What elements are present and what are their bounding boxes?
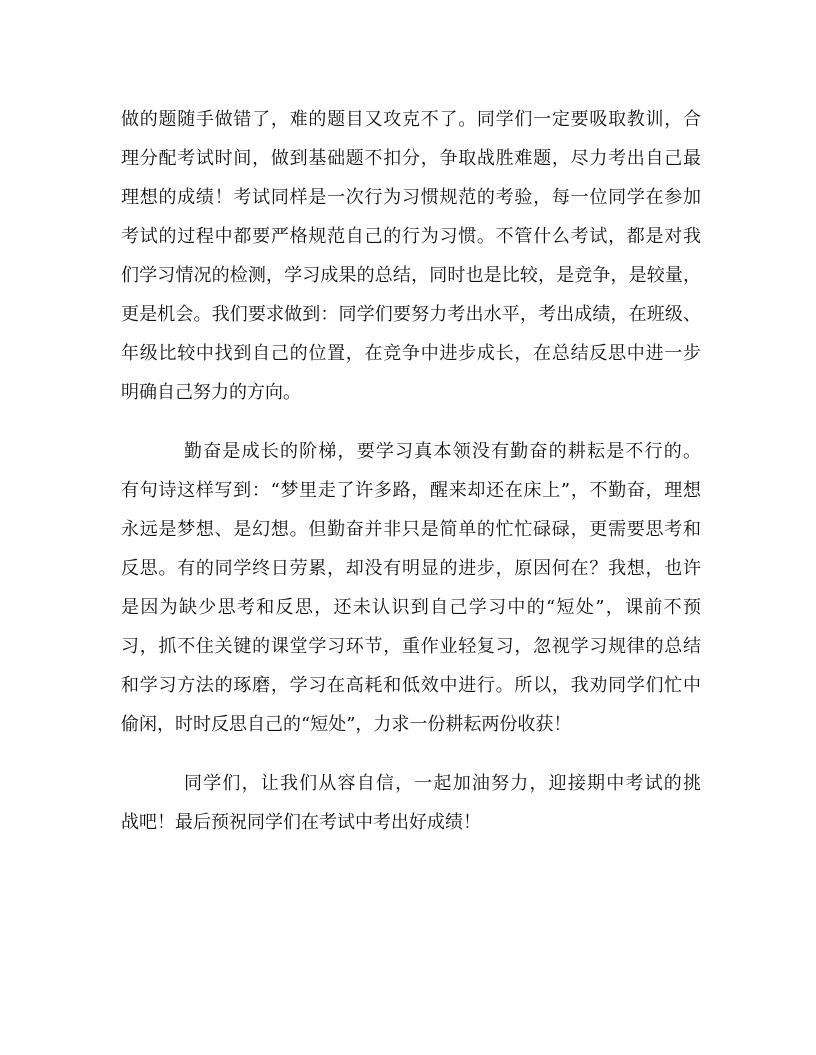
paragraph-1-line-4: 考试的过程中都要严格规范自己的行为习惯。不管什么考试，都是对我	[121, 226, 701, 247]
paragraph-3-line-2: 战吧！最后预祝同学们在考试中考出好成绩！	[121, 812, 481, 833]
paragraph-1-line-6: 更是机会。我们要求做到：同学们要努力考出水平，考出成绩，在班级、	[121, 304, 701, 325]
paragraph-1-line-8: 明确自己努力的方向。	[121, 382, 301, 403]
paragraph-1-line-2: 理分配考试时间，做到基础题不扣分，争取战胜难题，尽力考出自己最	[121, 148, 701, 169]
paragraph-2-line-2: 有句诗这样写到：“梦里走了许多路，醒来却还在床上”，不勤奋，理想	[121, 480, 701, 501]
paragraph-2-line-6: 习，抓不住关键的课堂学习环节，重作业轻复习，忽视学习规律的总结	[121, 636, 701, 657]
paragraph-3-line-1: 同学们，让我们从容自信，一起加油努力，迎接期中考试的挑	[184, 773, 701, 794]
paragraph-1-line-1: 做的题随手做错了，难的题目又攻克不了。同学们一定要吸取教训，合	[121, 109, 701, 130]
paragraph-1-line-3: 理想的成绩！考试同样是一次行为习惯规范的考验，每一位同学在参加	[121, 187, 701, 208]
paragraph-1-line-5: 们学习情况的检测，学习成果的总结，同时也是比较，是竞争，是较量，	[121, 265, 701, 286]
paragraph-2-line-7: 和学习方法的琢磨，学习在高耗和低效中进行。所以，我劝同学们忙中	[121, 675, 701, 696]
paragraph-2-line-1: 勤奋是成长的阶梯，要学习真本领没有勤奋的耕耘是不行的。	[184, 441, 701, 462]
paragraph-2-line-5: 是因为缺少思考和反思，还未认识到自己学习中的“短处”，课前不预	[121, 597, 701, 618]
paragraph-2-line-4: 反思。有的同学终日劳累，却没有明显的进步，原因何在？我想，也许	[121, 558, 701, 579]
paragraph-1-line-7: 年级比较中找到自己的位置，在竞争中进步成长，在总结反思中进一步	[121, 343, 701, 364]
paragraph-2-line-3: 永远是梦想、是幻想。但勤奋并非只是简单的忙忙碌碌，更需要思考和	[121, 519, 701, 540]
paragraph-2-line-8: 偷闲，时时反思自己的“短处”，力求一份耕耘两份收获！	[121, 714, 572, 735]
